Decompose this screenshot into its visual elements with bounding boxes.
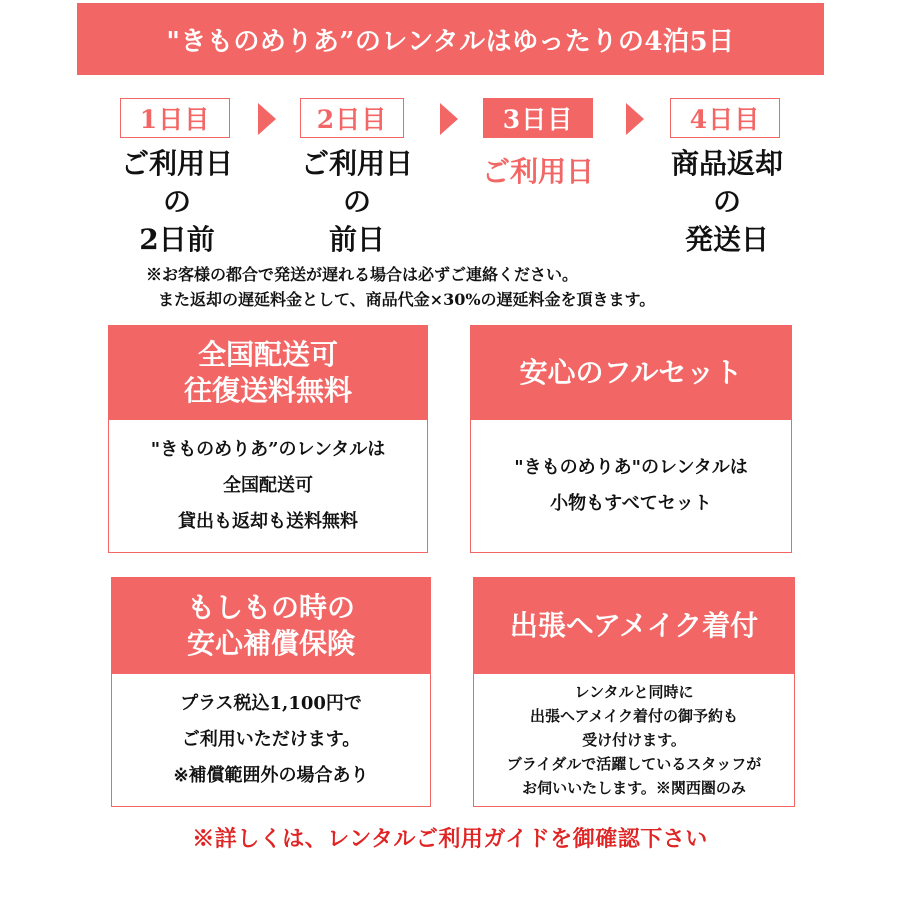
card-title: もしもの時の 安心補償保険 xyxy=(112,578,430,674)
note-line-2: また返却の遅延料金として、商品代金×30%の遅延料金を頂きます。 xyxy=(158,290,656,309)
step-arrow-icon xyxy=(258,103,276,135)
card-hair-makeup xyxy=(473,577,795,807)
card-insurance xyxy=(111,577,431,807)
step-4-text: 商品返却 の 発送日 xyxy=(670,147,783,256)
card-body: "きものめりあ"のレンタルは 小物もすべてセット xyxy=(514,457,748,514)
card-title: 全国配送可 往復送料無料 xyxy=(109,326,427,420)
step-arrow-icon xyxy=(626,103,644,135)
step-2-badge: 2日目 xyxy=(300,98,404,138)
step-4-badge: 4日目 xyxy=(670,98,780,138)
card-title: 安心のフルセット xyxy=(471,326,791,420)
step-arrow-icon xyxy=(440,103,458,135)
step-1-badge: 1日目 xyxy=(120,98,230,138)
rental-banner xyxy=(77,3,824,75)
card-full-set xyxy=(470,325,792,553)
card-body: レンタルと同時に 出張ヘアメイク着付の御予約も 受け付けます。 ブライダルで活躍しているスタッフが お伺いいたします。※関西圏のみ xyxy=(506,683,762,797)
card-title: 出張ヘアメイク着付 xyxy=(474,578,794,674)
step-3-text: ご利用日 xyxy=(481,155,594,188)
note-line-1: ※お客様の都合で発送が遅れる場合は必ずご連絡ください。 xyxy=(146,265,579,284)
card-body: プラス税込1,100円で ご利用いただけます。 ※補償範囲外の場合あり xyxy=(173,693,369,786)
card-free-shipping xyxy=(108,325,428,553)
banner-title: "きものめりあ”のレンタルはゆったりの4泊5日 xyxy=(166,26,735,57)
step-1-text: ご利用日 の 2日前 xyxy=(120,147,233,256)
step-2-text: ご利用日 の 前日 xyxy=(300,147,413,256)
card-body: "きものめりあ”のレンタルは 全国配送可 貸出も返却も送料無料 xyxy=(150,439,386,532)
step-3-badge: 3日目 xyxy=(483,98,593,138)
guide-footer-note: ※詳しくは、レンタルご利用ガイドを御確認下さい xyxy=(192,826,708,852)
